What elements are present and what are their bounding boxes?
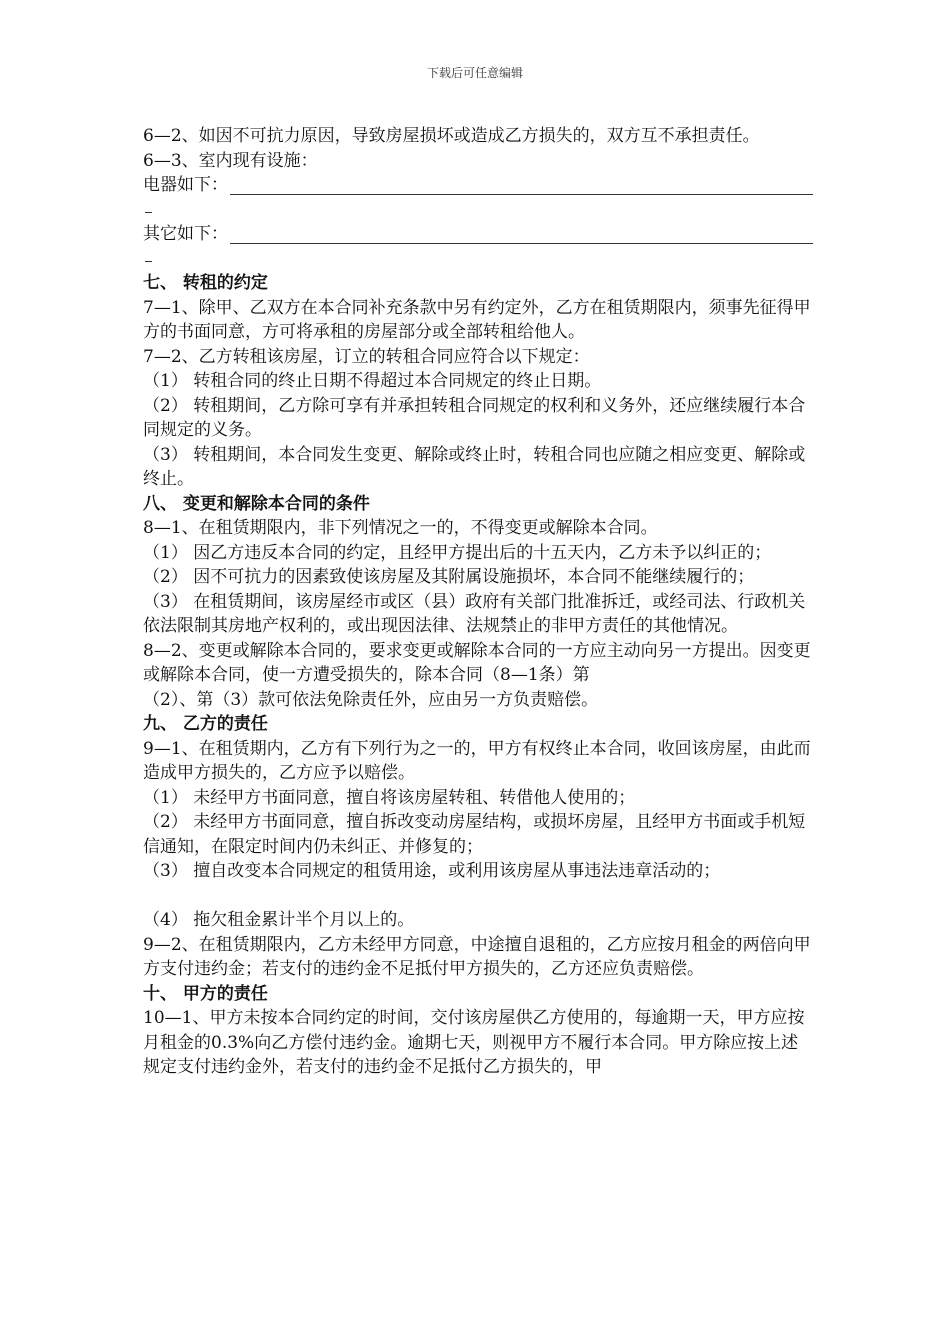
others-blank-line <box>230 225 813 244</box>
section-9-heading: 九、 乙方的责任 <box>143 714 268 734</box>
clause-8-1-item-1: （1） 因乙方违反本合同的约定，且经甲方提出后的十五天内，乙方未予以纠正的； <box>143 542 772 563</box>
clause-8-2-continued: （2）、第（3）款可依法免除责任外，应由另一方负责赔偿。 <box>143 689 599 710</box>
section-7-heading: 七、 转租的约定 <box>143 273 268 293</box>
clause-7-2: 7—2、乙方转租该房屋，订立的转租合同应符合以下规定： <box>143 346 590 367</box>
appliances-row <box>143 173 813 198</box>
clause-9-1: 9—1、在租赁期内，乙方有下列行为之一的，甲方有权终止本合同，收回该房屋，由此而造成甲方损失的，乙方应予以赔偿。 <box>143 738 811 783</box>
page-header: 下载后可任意编辑 <box>426 66 523 80</box>
clause-9-1-item-1: （1） 未经甲方书面同意，擅自将该房屋转租、转借他人使用的； <box>143 787 636 808</box>
clause-9-2: 9—2、在租赁期限内，乙方未经甲方同意，中途擅自退租的，乙方应按月租金的两倍向甲方支付违约金；若支付的违约金不足抵付甲方损失的，乙方还应负责赔偿。 <box>143 934 811 979</box>
clause-6-3: 6—3、室内现有设施： <box>143 150 318 171</box>
clause-8-2: 8—2、变更或解除本合同的，要求变更或解除本合同的一方应主动向另一方提出。因变更或解除本合同，使一方遭受损失的，除本合同（8—1条）第 <box>143 640 811 685</box>
others-blank-tail <box>143 247 813 272</box>
appliances-label: 电器如下： <box>143 175 228 195</box>
clause-9-1-item-4: （4） 拖欠租金累计半个月以上的。 <box>143 910 415 930</box>
clause-7-2-item-2: （2） 转租期间，乙方除可享有并承担转租合同规定的权利和义务外，还应继续履行本合同规定的义务。 <box>143 395 806 440</box>
section-8-heading: 八、 变更和解除本合同的条件 <box>143 493 370 514</box>
clause-8-1: 8—1、在租赁期限内，非下列情况之一的，不得变更或解除本合同。 <box>143 518 658 538</box>
others-row <box>143 222 813 247</box>
document-body <box>143 124 813 1080</box>
clause-7-1: 7—1、除甲、乙双方在本合同补充条款中另有约定外，乙方在租赁期限内，须事先征得甲方的书面同意，方可将承租的房屋部分或全部转租给他人。 <box>143 297 811 342</box>
appliances-blank-line <box>230 176 813 195</box>
clause-8-1-item-2: （2） 因不可抗力的因素致使该房屋及其附属设施损坏，本合同不能继续履行的； <box>143 567 755 587</box>
appliances-blank-tail <box>143 198 813 223</box>
section-10-heading: 十、 甲方的责任 <box>143 983 268 1004</box>
clause-9-1-item-2: （2） 未经甲方书面同意，擅自拆改变动房屋结构，或损坏房屋，且经甲方书面或手机短信通知，在限定时间内仍未纠正、并修复的； <box>143 812 806 857</box>
clause-6-2: 6—2、如因不可抗力原因，导致房屋损坏或造成乙方损失的，双方互不承担责任。 <box>143 126 760 146</box>
clause-7-2-item-1: （1） 转租合同的终止日期不得超过本合同规定的终止日期。 <box>143 371 602 391</box>
others-label: 其它如下： <box>143 224 228 244</box>
clause-8-1-item-3: （3） 在租赁期间，该房屋经市或区（县）政府有关部门批准拆迁，或经司法、行政机关依法限制其房地产权利的，或出现因法律、法规禁止的非甲方责任的其他情况。 <box>143 591 806 636</box>
clause-10-1: 10—1、甲方未按本合同约定的时间，交付该房屋供乙方使用的，每逾期一天，甲方应按月租金的0.3%向乙方偿付违约金。逾期七天，则视甲方不履行本合同。甲方除应按上述规定支付违约金外，若支付的违约金不足抵付乙方损失的，甲 <box>143 1008 805 1077</box>
clause-7-2-item-3: （3） 转租期间，本合同发生变更、解除或终止时，转租合同也应随之相应变更、解除或终止。 <box>143 444 806 489</box>
blank-line <box>143 884 813 909</box>
clause-9-1-item-3: （3） 擅自改变本合同规定的租赁用途，或利用该房屋从事违法违章活动的； <box>143 861 721 881</box>
